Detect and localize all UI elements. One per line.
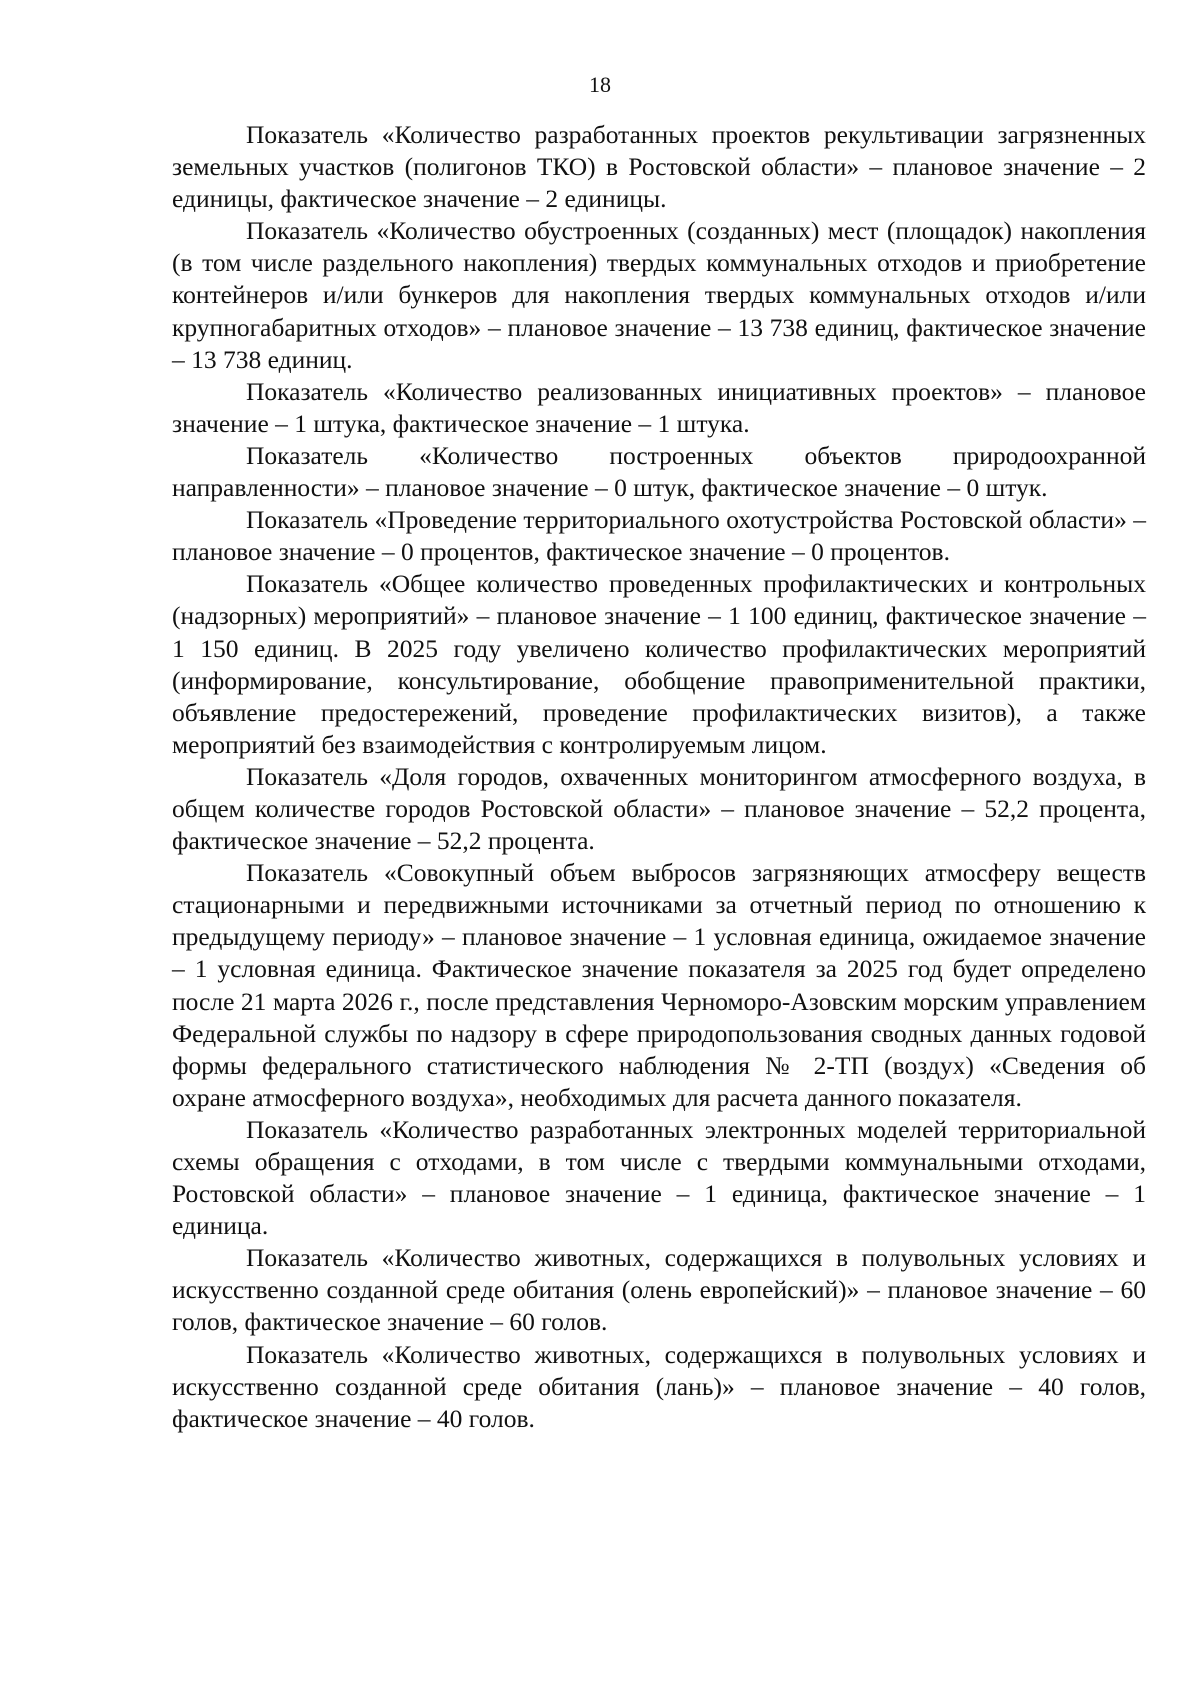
document-body: [172, 119, 1146, 1435]
paragraph: Показатель «Проведение территориального охотустройства Ростовской области» – плановое значение – 0 процентов, фактическое значение – 0 процентов.: [172, 505, 1146, 567]
paragraph: Показатель «Количество построенных объектов природоохранной направленности» – плановое значение – 0 штук, фактическое значение – 0 штук.: [172, 440, 1146, 503]
paragraph: Показатель «Количество разработанных электронных моделей территориальной схемы обращения с отходами, в том числе с твердыми коммунальными отходами, Ростовской области» – плановое значение – 1 единица, фактическое значение – 1 единица.: [172, 1114, 1146, 1241]
paragraph: Показатель «Количество обустроенных (созданных) мест (площадок) накопления (в том числе раздельного накопления) твердых коммунальных отходов и приобретение контейнеров и/или бункеров для накопления твердых коммунальных отходов и/или крупногабаритных отходов» – плановое значение – 13 738 единиц, фактическое значение – 13 738 единиц.: [172, 216, 1146, 374]
paragraph: Показатель «Количество животных, содержащихся в полувольных условиях и искусственно созданной среде обитания (олень европейский)» – плановое значение – 60 голов, фактическое значение – 60 голов.: [172, 1243, 1146, 1337]
paragraph: Показатель «Общее количество проведенных профилактических и контрольных (надзорных) мероприятий» – плановое значение – 1 100 единиц, фактическое значение – 1 150 единиц. В 2025 году увеличено количество профилактических мероприятий (информирование, консультирование, обобщение правоприменительной практики, объявление предостережений, проведение профилактических визитов), а также мероприятий без взаимодействия с контролируемым лицом.: [172, 569, 1146, 759]
paragraph: Показатель «Количество разработанных проектов рекультивации загрязненных земельных участков (полигонов ТКО) в Ростовской области» – плановое значение – 2 единицы, фактическое значение – 2 единицы.: [172, 120, 1146, 214]
paragraph: Показатель «Совокупный объем выбросов загрязняющих атмосферу веществ стационарными и передвижными источниками за отчетный период по отношению к предыдущему периоду» – плановое значение – 1 условная единица, ожидаемое значение – 1 условная единица. Фактическое значение показателя за 2025 год будет определено после 21 марта 2026 г., после представления Черноморо-Азовским морским управлением Федеральной службы по надзору в сфере природопользования сводных данных годовой формы федерального статистического наблюдения № 2-ТП (воздух) «Сведения об охране атмосферного воздуха», необходимых для расчета данного показателя.: [172, 858, 1146, 1112]
paragraph: Показатель «Доля городов, охваченных мониторингом атмосферного воздуха, в общем количестве городов Ростовской области» – плановое значение – 52,2 процента, фактическое значение – 52,2 процента.: [172, 761, 1146, 856]
paragraph: Показатель «Количество реализованных инициативных проектов» – плановое значение – 1 штука, фактическое значение – 1 штука.: [172, 376, 1146, 438]
paragraph: Показатель «Количество животных, содержащихся в полувольных условиях и искусственно созданной среде обитания (лань)» – плановое значение – 40 голов, фактическое значение – 40 голов.: [172, 1339, 1146, 1433]
page-number: 18: [589, 72, 611, 97]
